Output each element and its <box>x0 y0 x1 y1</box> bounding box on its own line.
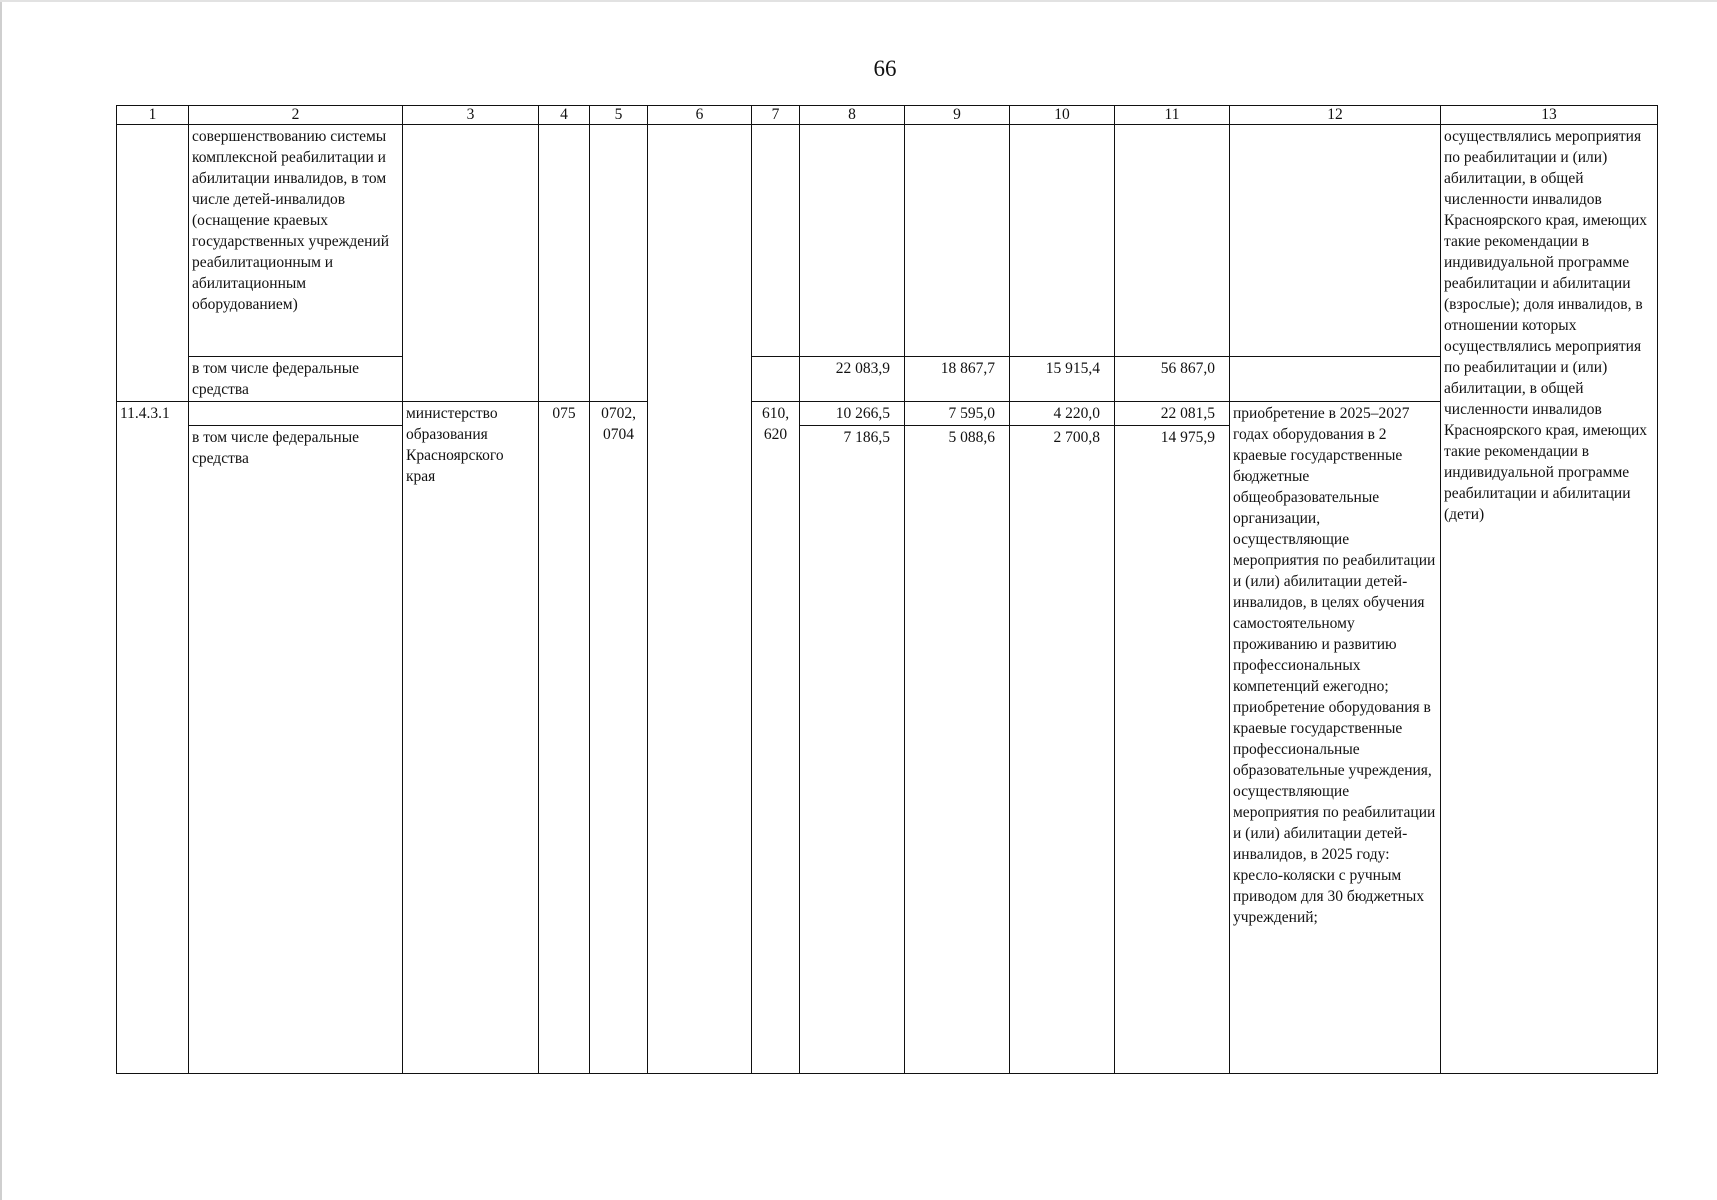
cell-empty <box>189 402 403 426</box>
value-total: 22 081,5 <box>1115 402 1230 426</box>
value-2026: 7 595,0 <box>905 402 1010 426</box>
cell-empty <box>1230 357 1441 402</box>
measure-row-11-4-3-1 <box>117 402 1658 426</box>
cell-empty <box>648 125 752 1074</box>
continuation-row <box>117 125 1658 357</box>
cell-empty <box>752 357 800 402</box>
cell-empty <box>1115 125 1230 357</box>
cell-empty <box>590 125 648 402</box>
header-col-8: 8 <box>800 106 905 125</box>
expected-result-cell: приобретение в 2025–2027 годах оборудования в 2 краевые государственные бюджетные общеобразовательные организации, осуществляющие мероприятия по реабилитации и (или) абилитации детей-инвалидов, в целях обучения самостоятельному проживанию и развитию профессиональных компетенций ежегодно; приобретение оборудования в краевые государственные профессиональные образовательные учреждения, осуществляющие мероприятия по реабилитации и (или) абилитации детей-инвалидов, в 2025 году: кресло-коляски с ручным приводом для 30 бюджетных учреждений; <box>1230 402 1441 1074</box>
responsible-executor: министерство образования Красноярского края <box>403 402 539 1074</box>
cell-empty <box>117 125 189 402</box>
federal-funds-label: в том числе федеральные средства <box>189 426 403 1074</box>
header-col-10: 10 <box>1010 106 1115 125</box>
cell-empty <box>1010 125 1115 357</box>
header-col-13: 13 <box>1441 106 1658 125</box>
cell-empty <box>539 125 590 402</box>
cell-empty <box>1230 125 1441 357</box>
header-col-3: 3 <box>403 106 539 125</box>
federal-funds-row <box>117 357 1658 402</box>
header-row <box>117 106 1658 125</box>
value-2027: 15 915,4 <box>1010 357 1115 402</box>
page-number: 66 <box>873 56 897 81</box>
scan-top-edge <box>0 0 1717 2</box>
cell-empty <box>752 125 800 357</box>
value-2025: 7 186,5 <box>800 426 905 1074</box>
measure-number: 11.4.3.1 <box>117 402 189 1074</box>
measure-description-cell: совершенствованию системы комплексной реабилитации и абилитации инвалидов, в том числе детей-инвалидов (оснащение краевых государственных учреждений реабилитационным и абилитационным оборудованием) <box>189 125 403 357</box>
value-2025: 22 083,9 <box>800 357 905 402</box>
section-code: 0702, 0704 <box>590 402 648 1074</box>
value-2026: 5 088,6 <box>905 426 1010 1074</box>
cell-empty <box>403 125 539 402</box>
cell-empty <box>905 125 1010 357</box>
indicator-description-cell: осуществлялись мероприятия по реабилитации и (или) абилитации, в общей численности инвалидов Красноярского края, имеющих такие рекомендации в индивидуальной программе реабилитации и абилитации (взрослые); доля инвалидов, в отношении которых осуществлялись мероприятия по реабилитации и (или) абилитации, в общей численности инвалидов Красноярского края, имеющих такие рекомендации в индивидуальной программе реабилитации и абилитации (дети) <box>1441 125 1658 1074</box>
value-2025: 10 266,5 <box>800 402 905 426</box>
header-col-1: 1 <box>117 106 189 125</box>
header-col-4: 4 <box>539 106 590 125</box>
header-col-9: 9 <box>905 106 1010 125</box>
value-2026: 18 867,7 <box>905 357 1010 402</box>
header-col-5: 5 <box>590 106 648 125</box>
header-col-6: 6 <box>648 106 752 125</box>
federal-funds-label: в том числе федеральные средства <box>189 357 403 402</box>
header-col-11: 11 <box>1115 106 1230 125</box>
header-col-7: 7 <box>752 106 800 125</box>
cell-empty <box>800 125 905 357</box>
value-2027: 4 220,0 <box>1010 402 1115 426</box>
value-2027: 2 700,8 <box>1010 426 1115 1074</box>
value-total: 56 867,0 <box>1115 357 1230 402</box>
scan-left-edge <box>0 0 2 1200</box>
grbs-code: 075 <box>539 402 590 1074</box>
value-total: 14 975,9 <box>1115 426 1230 1074</box>
header-col-2: 2 <box>189 106 403 125</box>
header-col-12: 12 <box>1230 106 1441 125</box>
expense-type-code: 610, 620 <box>752 402 800 1074</box>
budget-table <box>116 105 1658 1074</box>
